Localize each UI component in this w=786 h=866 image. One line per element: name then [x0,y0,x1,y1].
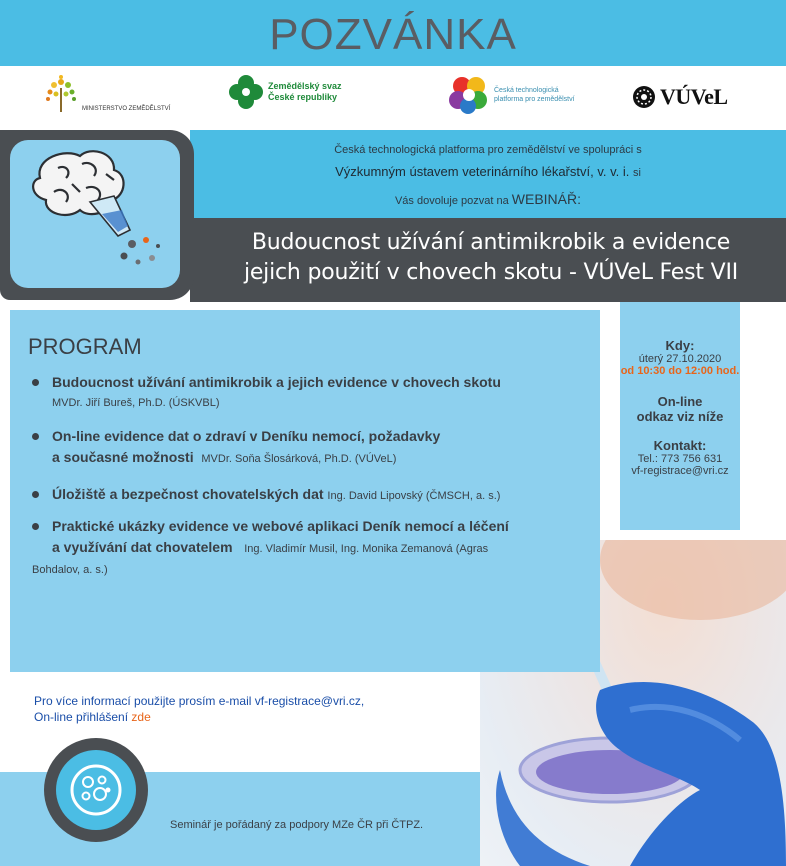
program-item-title-cont [32,537,592,560]
info-email-line: Pro více informací použijte prosím e-mail vf-registrace@vri.cz, [34,694,365,708]
contact-label: Kontakt: [653,438,707,453]
program-item-speaker: MVDr. Jiří Bureš, Ph.D. (ÚSKVBL) [52,397,220,409]
ctp-flower-icon [448,74,490,116]
program-item-speaker-cont: Bohdalov, a. s.) [32,564,108,576]
program-heading: PROGRAM [28,334,142,359]
online-label: On-line [657,394,703,409]
info-registration-line [34,710,151,724]
registration-link[interactable]: zde [131,710,151,724]
event-details-panel [620,302,740,530]
zss-logo [228,74,342,110]
program-item-title-line2: a využívání dat chovatelem [52,539,233,555]
program-item-title: On-line evidence dat o zdraví v Deníku nemocí, požadavky [52,428,441,444]
bullet-icon [32,379,39,386]
program-item-speaker: Ing. Vladimír Musil, Ing. Monika Zemanová (Agras [244,543,489,555]
bullet-icon [32,433,39,440]
when-label: Kdy: [665,338,695,353]
online-block [620,394,740,424]
webinar-title [196,228,786,288]
clover-icon [228,74,264,110]
tree-icon [44,74,78,114]
webinar-title-line1: Budoucnost užívání antimikrobik a evidence [251,230,731,255]
program-item-speaker: Ing. David Lipovský (ČMSCH, a. s.) [327,490,501,502]
program-item [32,516,592,580]
vuvel-logo-text: VÚVeL [660,84,728,109]
program-item-title-cont [32,447,592,470]
institute-name: Výzkumným ústavem veterinárního lékařství, v. v. i. [335,164,630,179]
bullet-icon [32,523,39,530]
webinar-title-line2: jejich použití v chovech skotu - VÚVeL Fest VII [243,260,739,285]
bullet-icon [32,491,39,498]
logo-row [0,66,786,130]
ctp-logo-line2: platforma pro zemědělství [494,96,575,103]
program-item-title-row [32,484,592,507]
online-link-note: odkaz viz níže [636,409,724,424]
ministry-logo [44,74,170,114]
intro-line-1: Česká technologická platforma pro zemědělství ve spolupráci s [334,144,642,156]
vuvel-logo [632,84,728,110]
contact-email[interactable]: vf-registrace@vri.cz [631,465,729,477]
program-item-title: Praktické ukázky evidence ve webové aplikaci Deník nemocí a léčení [52,518,509,534]
program-item-title: Úložiště a bezpečnost chovatelských dat [52,486,324,502]
webinar-label: WEBINÁŘ: [511,191,582,207]
contact-phone: Tel.: 773 756 631 [637,453,723,465]
intro-line-3 [190,191,786,207]
contact-block [620,438,740,477]
zss-logo-line1: Zemědělský svaz [268,81,342,91]
program-item [32,372,592,413]
brain-illustration [10,140,180,288]
petri-cells-icon [56,750,136,830]
intro-line-2 [190,164,786,179]
program-item [32,484,592,507]
program-item-speaker: MVDr. Soňa Šlosárková, Ph.D. (VÚVeL) [201,453,397,465]
footer-note: Seminář je pořádaný za podpory MZe ČR při ČTPZ. [170,819,424,831]
when-block [620,338,740,377]
page-title: POZVÁNKA [269,10,517,59]
registration-text: On-line přihlášení [34,710,129,724]
zss-logo-line2: České republiky [268,92,338,102]
program-item [32,426,592,470]
ministry-logo-text: MINISTERSTVO ZEMĚDĚLSTVÍ [82,106,171,112]
footer-circle [56,750,136,830]
program-item-title-line2: a současné možnosti [52,449,194,465]
brain-flask-icon [10,140,180,288]
intro-invite-text: Vás dovoluje pozvat na [394,195,509,207]
ctp-logo [448,74,575,116]
event-date: úterý 27.10.2020 [638,353,722,365]
event-time: od 10:30 do 12:00 hod. [620,365,740,377]
program-item-title: Budoucnost užívání antimikrobik a jejich evidence v chovech skotu [52,374,501,390]
vuvel-emblem-icon [632,85,656,109]
ctp-logo-line1: Česká technologická [494,87,559,94]
intro-si: si [632,167,641,179]
